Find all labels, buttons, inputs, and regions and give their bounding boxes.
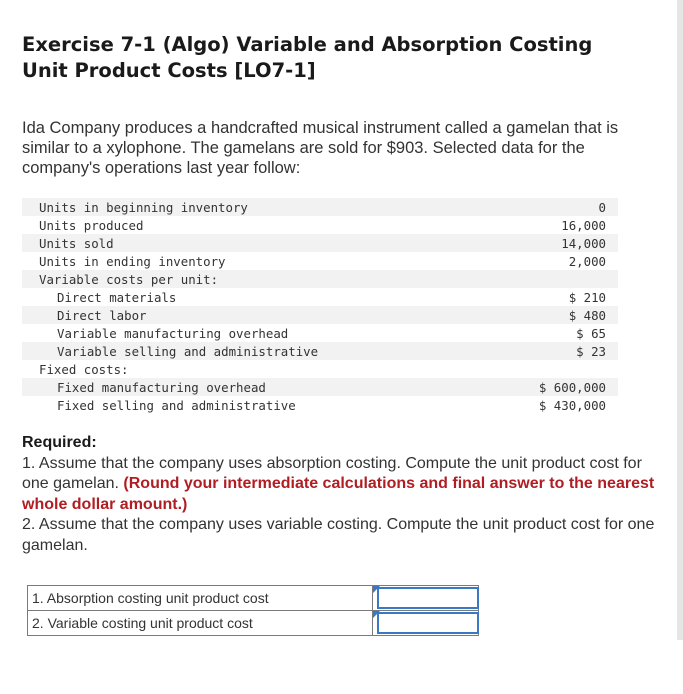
data-row-label: Direct labor	[57, 307, 147, 323]
data-row-fixed-mfg-overhead	[22, 378, 618, 396]
data-row-value: 16,000	[561, 217, 606, 233]
answer-cell-absorption	[373, 586, 479, 611]
data-row-beginning-inventory	[22, 198, 618, 216]
scrollbar[interactable]	[677, 0, 683, 640]
data-row-fixed-selling-admin	[22, 396, 618, 414]
absorption-cost-input[interactable]	[377, 587, 479, 609]
data-row-value: 14,000	[561, 235, 606, 251]
data-row-units-produced	[22, 216, 618, 234]
data-row-ending-inventory	[22, 252, 618, 270]
data-row-value: 0	[598, 199, 606, 215]
data-row-label: Fixed manufacturing overhead	[57, 379, 266, 395]
data-row-label: Direct materials	[57, 289, 177, 305]
data-row-value: $ 600,000	[538, 379, 606, 395]
data-row-variable-mfg-overhead	[22, 324, 618, 342]
required-heading: Required:	[22, 434, 97, 451]
intro-paragraph: Ida Company produces a handcrafted musical instrument called a gamelan that is similar to a xylophone. The gamelans are sold for $903. Selected data for the company's operations last year follow:	[22, 119, 619, 177]
answer-label-absorption: 1. Absorption costing unit product cost	[28, 586, 373, 611]
exercise-title: Exercise 7-1 (Algo) Variable and Absorption Costing Unit Product Costs [LO7-1]	[22, 33, 593, 82]
data-row-label: Fixed costs:	[39, 361, 129, 377]
data-row-value: $ 23	[576, 343, 606, 359]
data-row-label: Fixed selling and administrative	[57, 397, 296, 413]
data-row-value: $ 65	[576, 325, 606, 341]
data-row-direct-materials	[22, 288, 618, 306]
required-section	[22, 433, 662, 556]
data-table	[22, 198, 618, 414]
data-row-value: $ 210	[568, 289, 606, 305]
data-row-fixed-costs-header	[22, 360, 618, 378]
required-item-1	[22, 454, 662, 516]
data-row-label: Variable manufacturing overhead	[57, 325, 289, 341]
data-row-direct-labor	[22, 306, 618, 324]
required-item-1-text: 1. Assume that the company uses absorption costing. Compute the unit product cost for one gamelan.	[22, 454, 642, 492]
answer-cell-variable	[373, 611, 479, 636]
data-row-variable-costs-header	[22, 270, 618, 288]
data-row-label: Variable costs per unit:	[39, 271, 219, 287]
data-row-label: Units produced	[39, 217, 144, 233]
data-row-label: Units sold	[39, 235, 114, 251]
data-row-value: 2,000	[568, 253, 606, 269]
rounding-note: (Round your intermediate calculations and final answer to the nearest whole dollar amount.)	[22, 475, 655, 513]
answer-row-variable	[28, 611, 479, 636]
required-item-2: 2. Assume that the company uses variable costing. Compute the unit product cost for one gamelan.	[22, 516, 655, 554]
answer-table	[27, 585, 479, 636]
data-row-value: $ 480	[568, 307, 606, 323]
answer-row-absorption	[28, 586, 479, 611]
data-row-value: $ 430,000	[538, 397, 606, 413]
answer-label-variable: 2. Variable costing unit product cost	[28, 611, 373, 636]
variable-cost-input[interactable]	[377, 612, 479, 634]
data-row-variable-selling-admin	[22, 342, 618, 360]
data-row-label: Variable selling and administrative	[57, 343, 319, 359]
data-row-label: Units in beginning inventory	[39, 199, 248, 215]
data-row-label: Units in ending inventory	[39, 253, 226, 269]
data-row-units-sold	[22, 234, 618, 252]
